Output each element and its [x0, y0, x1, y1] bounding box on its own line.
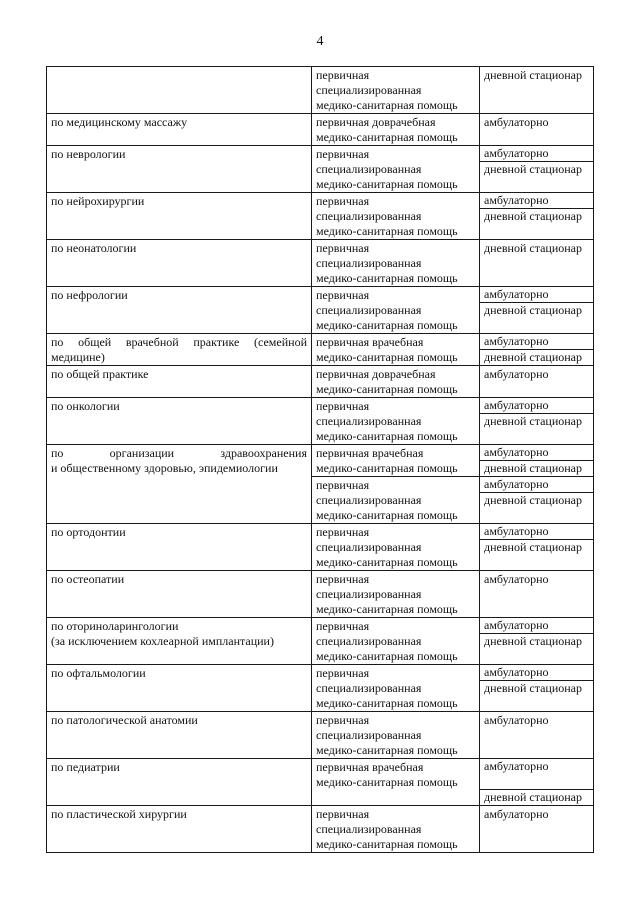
specialty-name: по неонатологии: [51, 241, 137, 255]
specialty-name: по патологической анатомии: [51, 713, 198, 727]
specialty-cell: [47, 146, 312, 193]
specialty-name: по оториноларингологии: [51, 619, 179, 633]
mode-cell: амбулаторно дневной стационар: [480, 665, 594, 712]
specialty-name: по педиатрии: [51, 760, 120, 774]
mode-cell: амбулаторно дневной стационар: [480, 445, 594, 477]
specialty-name: по организации здравоохранения: [51, 446, 307, 460]
mode-cell: амбулаторно: [480, 366, 594, 398]
specialty-cell: [47, 67, 312, 114]
specialty-cell: [47, 240, 312, 287]
care-type-cell: первичная специализированная медико-санитарная помощь: [312, 287, 480, 334]
table-row: [47, 759, 594, 806]
mode-cell: дневной стационар: [480, 67, 594, 114]
care-type-cell: первичная доврачебная медико-санитарная помощь: [312, 366, 480, 398]
care-type-cell: первичная специализированная медико-санитарная помощь: [312, 67, 480, 114]
specialty-cell: [47, 571, 312, 618]
specialty-cell: [47, 287, 312, 334]
care-type-cell: первичная врачебная медико-санитарная помощь: [312, 759, 480, 806]
care-type-cell: первичная специализированная медико-санитарная помощь: [312, 618, 480, 665]
table-row: [47, 571, 594, 618]
specialty-cell: [47, 114, 312, 146]
mode-cell: амбулаторно дневной стационар: [480, 477, 594, 524]
specialty-cell: [47, 665, 312, 712]
specialty-name: по общей практике: [51, 367, 149, 381]
specialty-cell: [47, 524, 312, 571]
specialty-cell: [47, 712, 312, 759]
table-row: [47, 806, 594, 853]
care-type-cell: первичная врачебная медико-санитарная помощь: [312, 334, 480, 366]
table-row: [47, 445, 594, 477]
mode-cell: амбулаторно: [480, 114, 594, 146]
care-type-cell: первичная специализированная медико-санитарная помощь: [312, 398, 480, 445]
mode-cell: амбулаторно дневной стационар: [480, 287, 594, 334]
specialty-name: по неврологии: [51, 147, 126, 161]
care-type-cell: первичная специализированная медико-санитарная помощь: [312, 806, 480, 853]
care-type-cell: первичная специализированная медико-санитарная помощь: [312, 712, 480, 759]
mode-cell: амбулаторно дневной стационар: [480, 524, 594, 571]
specialty-cell: [47, 366, 312, 398]
specialty-cell: [47, 806, 312, 853]
table-row: [47, 618, 594, 665]
specialty-name: по пластической хирургии: [51, 807, 187, 821]
care-type-cell: первичная специализированная медико-санитарная помощь: [312, 193, 480, 240]
specialty-cell: по организации здравоохранения и общественному здоровью, эпидемиологии: [47, 445, 312, 524]
specialty-name: по остеопатии: [51, 572, 125, 586]
table-row: [47, 240, 594, 287]
care-type-cell: первичная специализированная медико-санитарная помощь: [312, 571, 480, 618]
mode-cell: амбулаторно дневной стационар: [480, 334, 594, 366]
specialty-name: по нефрологии: [51, 288, 128, 302]
specialty-name: по медицинскому массажу: [51, 115, 188, 129]
specialty-name: по нейрохирургии: [51, 194, 145, 208]
specialty-name: по офтальмологии: [51, 666, 146, 680]
care-type-cell: первичная специализированная медико-санитарная помощь: [312, 477, 480, 524]
table-row: [47, 334, 594, 366]
mode-cell: амбулаторно: [480, 712, 594, 759]
care-type-cell: первичная врачебная медико-санитарная помощь: [312, 445, 480, 477]
mode-cell: амбулаторно дневной стационар: [480, 193, 594, 240]
table-row: [47, 146, 594, 193]
care-type-cell: первичная доврачебная медико-санитарная помощь: [312, 114, 480, 146]
specialty-cell: [47, 193, 312, 240]
specialty-cell: [47, 759, 312, 806]
table-row: [47, 524, 594, 571]
mode-cell: амбулаторно: [480, 806, 594, 853]
care-type-cell: первичная специализированная медико-санитарная помощь: [312, 240, 480, 287]
mode-cell: амбулаторно: [480, 571, 594, 618]
specialty-cell: [47, 398, 312, 445]
table-row: [47, 193, 594, 240]
table-row: [47, 366, 594, 398]
table-row: [47, 67, 594, 114]
table-row: [47, 665, 594, 712]
mode-cell: дневной стационар: [480, 240, 594, 287]
specialty-name: по онкологии: [51, 399, 120, 413]
mode-cell: амбулаторно дневной стационар: [480, 759, 594, 806]
specialty-cell: по общей врачебной практике (семейной медицине): [47, 334, 312, 366]
mode-cell: амбулаторно дневной стационар: [480, 398, 594, 445]
mode-cell: амбулаторно дневной стационар: [480, 618, 594, 665]
specialty-cell: по оториноларингологии (за исключением кохлеарной имплантации): [47, 618, 312, 665]
care-type-cell: первичная специализированная медико-санитарная помощь: [312, 146, 480, 193]
specialty-name: по общей врачебной практике (семейной: [51, 335, 307, 349]
table-row: [47, 114, 594, 146]
mode-cell: амбулаторно дневной стационар: [480, 146, 594, 193]
specialty-name: по ортодонтии: [51, 525, 126, 539]
care-type-cell: первичная специализированная медико-санитарная помощь: [312, 665, 480, 712]
table-row: [47, 712, 594, 759]
page-number: 4: [316, 34, 324, 49]
table-row: [47, 287, 594, 334]
table-row: [47, 398, 594, 445]
services-table: [46, 66, 594, 853]
care-type-cell: первичная специализированная медико-санитарная помощь: [312, 524, 480, 571]
